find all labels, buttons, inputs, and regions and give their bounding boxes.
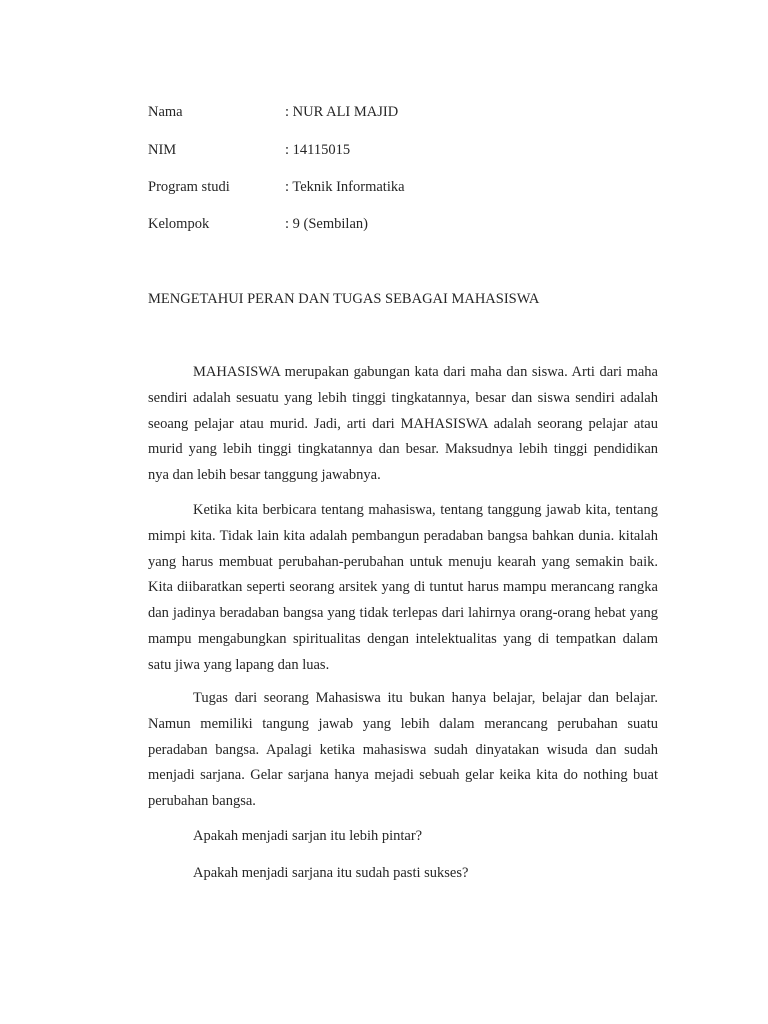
group-row — [148, 215, 368, 233]
nim-row — [148, 141, 350, 159]
question-2: Apakah menjadi sarjana itu sudah pasti sukses? — [193, 865, 469, 881]
paragraph-3: Tugas dari seorang Mahasiswa itu bukan hanya belajar, belajar dan belajar. Namun memiliki tangung jawab yang lebih dalam merancang perubahan suatu peradaban bangsa. Apalagi ketika mahasiswa sudah dinyatakan wisuda dan sudah menjadi sarjana. Gelar sarjana hanya mejadi sebuah gelar keika kita do nothing buat perubahan bangsa. — [148, 690, 658, 810]
paragraph-1: MAHASISWA merupakan gabungan kata dari maha dan siswa. Arti dari maha sendiri adalah sesuatu yang lebih tinggi tingkatannya, besar dan siswa sendiri adalah seoang pelajar atau murid. Jadi, arti dari MAHASISWA adalah seorang pelajar atau murid yang lebih tinggi tingkatannya dan besar. Maksudnya lebih tinggi pendidikan nya dan lebih besar tanggung jawabnya. — [148, 364, 658, 484]
paragraph-2: Ketika kita berbicara tentang mahasiswa, tentang tanggung jawab kita, tentang mimpi kita. Tidak lain kita adalah pembangun peradaban bangsa bahkan dunia. kitalah yang harus membuat perubahan-perubahan untuk menuju kearah yang semakin baik. Kita diibaratkan seperti seorang arsitek yang di tuntut harus mampu merancang rangka dan jadinya beradaban bangsa yang tidak terlepas dari lahirnya orang-orang hebat yang mampu mengabungkan spiritualitas dengan intelektualitas yang di tempatkan dalam satu jiwa yang lapang dan luas. — [148, 502, 658, 673]
group-label: Kelompok — [148, 216, 210, 232]
name-row — [148, 103, 398, 121]
program-label: Program studi — [148, 179, 230, 195]
nim-label: NIM — [148, 142, 177, 158]
document-title: MENGETAHUI PERAN DAN TUGAS SEBAGAI MAHASISWA — [148, 291, 540, 307]
program-row — [148, 178, 405, 196]
question-1: Apakah menjadi sarjan itu lebih pintar? — [193, 828, 423, 844]
nim-value: : 14115015 — [285, 142, 350, 158]
name-value: : NUR ALI MAJID — [285, 104, 398, 120]
name-label: Nama — [148, 104, 183, 120]
group-value: : 9 (Sembilan) — [285, 216, 368, 232]
program-value: : Teknik Informatika — [285, 179, 405, 195]
